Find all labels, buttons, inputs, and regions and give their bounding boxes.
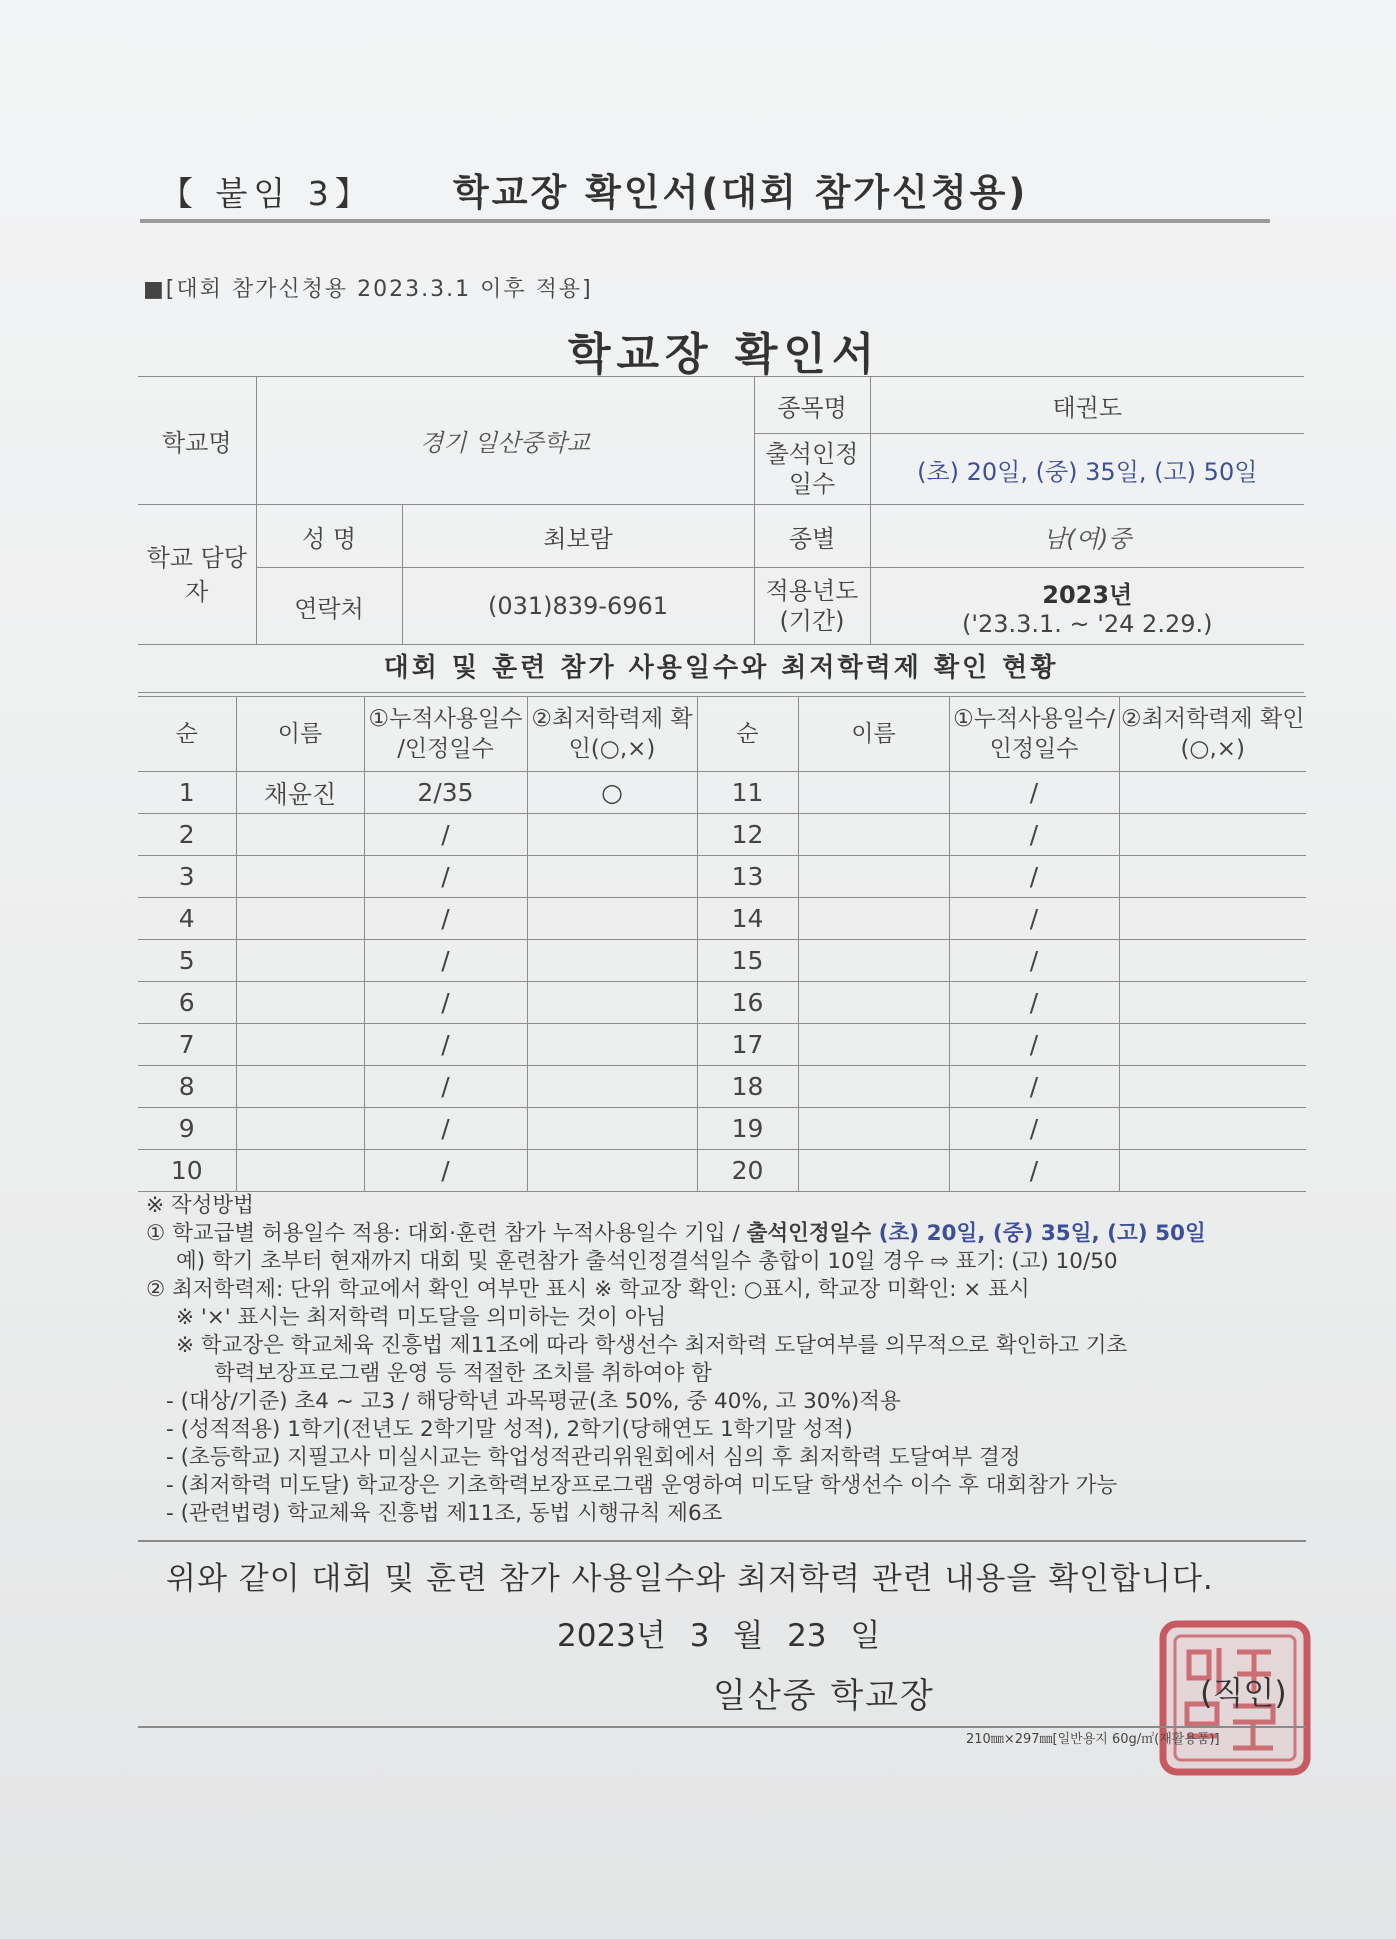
seal-label: (직인) bbox=[1200, 1674, 1287, 1712]
attachment-label: 【 붙임 3】 bbox=[160, 174, 374, 213]
student-name bbox=[798, 898, 949, 940]
instruction-line bbox=[146, 1220, 1326, 1248]
student-name bbox=[236, 1108, 364, 1150]
manager-label: 학교 담당자 bbox=[138, 505, 256, 645]
table-row bbox=[138, 982, 1306, 1024]
academic-check bbox=[1119, 1024, 1306, 1066]
table-header-row bbox=[138, 697, 1306, 772]
header-rule bbox=[140, 219, 1270, 223]
instruction-line: 예) 학기 초부터 현재까지 대회 및 훈련참가 출석인정결석일수 총합이 10일 경우 ⇨ 표기: (고) 10/50 bbox=[176, 1249, 1118, 1274]
table-row bbox=[138, 772, 1306, 814]
accumulated-days: / bbox=[949, 940, 1119, 982]
row-number: 4 bbox=[138, 898, 236, 940]
accumulated-days: / bbox=[949, 856, 1119, 898]
sport-value: 태권도 bbox=[870, 377, 1304, 434]
academic-check bbox=[527, 940, 697, 982]
student-name bbox=[798, 814, 949, 856]
student-name bbox=[236, 814, 364, 856]
academic-check bbox=[527, 856, 697, 898]
instruction-blue: (초) 20일, (중) 35일, (고) 50일 bbox=[871, 1221, 1206, 1246]
applicability-notice: ■[대회 참가신청용 2023.3.1 이후 적용] bbox=[143, 277, 593, 302]
sport-label: 종목명 bbox=[754, 377, 870, 434]
accumulated-days: / bbox=[364, 898, 527, 940]
row-number: 6 bbox=[138, 982, 236, 1024]
period-value: ('23.3.1. ~ '24 2.29.) bbox=[962, 609, 1213, 638]
year-value: 2023년 bbox=[1042, 580, 1133, 609]
academic-check bbox=[1119, 856, 1306, 898]
table-row bbox=[138, 1066, 1306, 1108]
student-name bbox=[798, 1024, 949, 1066]
student-name bbox=[798, 772, 949, 814]
row-number: 9 bbox=[138, 1108, 236, 1150]
accumulated-days: / bbox=[364, 1150, 527, 1192]
paper-spec: 210㎜×297㎜[일반용지 60g/㎡(재활용품)] bbox=[966, 1732, 1220, 1747]
table-row bbox=[138, 1024, 1306, 1066]
academic-check bbox=[1119, 1066, 1306, 1108]
student-name bbox=[236, 898, 364, 940]
table-row bbox=[138, 1108, 1306, 1150]
row-number: 1 bbox=[138, 772, 236, 814]
student-name bbox=[798, 1150, 949, 1192]
name-label: 성 명 bbox=[256, 505, 402, 568]
academic-check bbox=[527, 1150, 697, 1192]
row-number: 19 bbox=[697, 1108, 798, 1150]
accumulated-days: / bbox=[949, 982, 1119, 1024]
instruction-line: - (성적적용) 1학기(전년도 2학기말 성적), 2학기(당해연도 1학기말 성적) bbox=[166, 1417, 853, 1442]
academic-check bbox=[527, 982, 697, 1024]
col-header: 순 bbox=[697, 697, 798, 772]
accumulated-days: / bbox=[364, 982, 527, 1024]
header-title: 학교장 확인서(대회 참가신청용) bbox=[453, 171, 1029, 214]
row-number: 13 bbox=[697, 856, 798, 898]
table-row bbox=[138, 940, 1306, 982]
col-header: ①누적사용일수/ 인정일수 bbox=[949, 697, 1119, 772]
row-number: 17 bbox=[697, 1024, 798, 1066]
accumulated-days: / bbox=[949, 1150, 1119, 1192]
instruction-line: ※ 학교장은 학교체육 진흥법 제11조에 따라 학생선수 최저학력 도달여부를 의무적으로 확인하고 기초 bbox=[176, 1333, 1128, 1358]
instruction-line: ② 최저학력제: 단위 학교에서 확인 여부만 표시 ※ 학교장 확인: ○표시, 학교장 미확인: × 표시 bbox=[146, 1277, 1030, 1302]
instruction-bold: 출석인정일수 bbox=[746, 1221, 872, 1246]
accumulated-days: / bbox=[364, 1108, 527, 1150]
divider bbox=[138, 1540, 1306, 1542]
instruction-line: 학력보장프로그램 운영 등 적절한 조치를 취하여야 함 bbox=[214, 1361, 712, 1386]
document-title: 학교장 확인서 bbox=[568, 329, 881, 380]
row-number: 8 bbox=[138, 1066, 236, 1108]
type-value: 남(여)중 bbox=[870, 505, 1304, 568]
accumulated-days: / bbox=[949, 1066, 1119, 1108]
issue-date: 2023년 3 월 23 일 bbox=[557, 1618, 881, 1654]
academic-check bbox=[527, 1066, 697, 1108]
col-header: 이름 bbox=[236, 697, 364, 772]
confirmation-statement: 위와 같이 대회 및 훈련 참가 사용일수와 최저학력 관련 내용을 확인합니다. bbox=[166, 1561, 1214, 1597]
student-name bbox=[236, 982, 364, 1024]
student-name bbox=[236, 856, 364, 898]
instruction-line: - (관련법령) 학교체육 진흥법 제11조, 동법 시행규칙 제6조 bbox=[166, 1501, 723, 1526]
school-label: 학교명 bbox=[138, 377, 256, 505]
row-number: 5 bbox=[138, 940, 236, 982]
accumulated-days: / bbox=[364, 814, 527, 856]
participants-table bbox=[138, 696, 1306, 1192]
year-cell bbox=[870, 568, 1304, 645]
instruction-line: ※ '×' 표시는 최저학력 미도달을 의미하는 것이 아님 bbox=[176, 1305, 667, 1330]
row-number: 15 bbox=[697, 940, 798, 982]
attendance-value: (초) 20일, (중) 35일, (고) 50일 bbox=[870, 434, 1304, 505]
contact-value: (031)839-6961 bbox=[402, 568, 754, 645]
info-table bbox=[138, 376, 1304, 645]
academic-check bbox=[527, 1024, 697, 1066]
academic-check bbox=[1119, 772, 1306, 814]
academic-check bbox=[527, 1108, 697, 1150]
row-number: 2 bbox=[138, 814, 236, 856]
instructions-heading: ※ 작성방법 bbox=[146, 1193, 254, 1218]
instruction-text: ① 학교급별 허용일수 적용: 대회·훈련 참가 누적사용일수 기입 / bbox=[146, 1221, 747, 1246]
year-label: 적용년도 (기간) bbox=[754, 568, 870, 645]
school-value: 경기 일산중학교 bbox=[256, 377, 754, 505]
academic-check bbox=[1119, 982, 1306, 1024]
col-header: ②최저학력제 확인(○,×) bbox=[1119, 697, 1306, 772]
instruction-line: - (초등학교) 지필고사 미실시교는 학업성적관리위원회에서 심의 후 최저학력 도달여부 결정 bbox=[166, 1445, 1021, 1470]
row-number: 12 bbox=[697, 814, 798, 856]
name-value: 최보람 bbox=[402, 505, 754, 568]
instruction-line: - (최저학력 미도달) 학교장은 기초학력보장프로그램 운영하여 미도달 학생선수 이수 후 대회참가 가능 bbox=[166, 1473, 1118, 1498]
academic-check bbox=[1119, 898, 1306, 940]
academic-check bbox=[527, 898, 697, 940]
row-number: 3 bbox=[138, 856, 236, 898]
academic-check bbox=[527, 814, 697, 856]
col-header: 순 bbox=[138, 697, 236, 772]
table-row bbox=[138, 1150, 1306, 1192]
row-number: 10 bbox=[138, 1150, 236, 1192]
accumulated-days: 2/35 bbox=[364, 772, 527, 814]
instruction-line: - (대상/기준) 초4 ~ 고3 / 해당학년 과목평균(초 50%, 중 40%, 고 30%)적용 bbox=[166, 1389, 901, 1414]
col-header: ②최저학력제 확인(○,×) bbox=[527, 697, 697, 772]
student-name: 채윤진 bbox=[236, 772, 364, 814]
row-number: 11 bbox=[697, 772, 798, 814]
col-header: ①누적사용일수 /인정일수 bbox=[364, 697, 527, 772]
attendance-label: 출석인정 일수 bbox=[754, 434, 870, 505]
accumulated-days: / bbox=[949, 814, 1119, 856]
student-name bbox=[236, 1024, 364, 1066]
row-number: 7 bbox=[138, 1024, 236, 1066]
accumulated-days: / bbox=[364, 940, 527, 982]
academic-check: ○ bbox=[527, 772, 697, 814]
student-name bbox=[236, 940, 364, 982]
row-number: 16 bbox=[697, 982, 798, 1024]
signer-title: 일산중 학교장 bbox=[713, 1676, 935, 1716]
student-name bbox=[798, 856, 949, 898]
accumulated-days: / bbox=[364, 856, 527, 898]
accumulated-days: / bbox=[364, 1066, 527, 1108]
student-name bbox=[798, 940, 949, 982]
accumulated-days: / bbox=[364, 1024, 527, 1066]
academic-check bbox=[1119, 1108, 1306, 1150]
academic-check bbox=[1119, 940, 1306, 982]
row-number: 14 bbox=[697, 898, 798, 940]
table-row bbox=[138, 856, 1306, 898]
student-name bbox=[236, 1150, 364, 1192]
row-number: 20 bbox=[697, 1150, 798, 1192]
table-row bbox=[138, 898, 1306, 940]
academic-check bbox=[1119, 814, 1306, 856]
type-label: 종별 bbox=[754, 505, 870, 568]
accumulated-days: / bbox=[949, 1024, 1119, 1066]
instructions bbox=[146, 1192, 1326, 1528]
academic-check bbox=[1119, 1150, 1306, 1192]
accumulated-days: / bbox=[949, 1108, 1119, 1150]
student-name bbox=[798, 982, 949, 1024]
col-header: 이름 bbox=[798, 697, 949, 772]
student-name bbox=[798, 1108, 949, 1150]
student-name bbox=[798, 1066, 949, 1108]
accumulated-days: / bbox=[949, 772, 1119, 814]
row-number: 18 bbox=[697, 1066, 798, 1108]
section-title: 대회 및 훈련 참가 사용일수와 최저학력제 확인 현황 bbox=[138, 644, 1304, 693]
accumulated-days: / bbox=[949, 898, 1119, 940]
table-row bbox=[138, 814, 1306, 856]
contact-label: 연락처 bbox=[256, 568, 402, 645]
student-name bbox=[236, 1066, 364, 1108]
